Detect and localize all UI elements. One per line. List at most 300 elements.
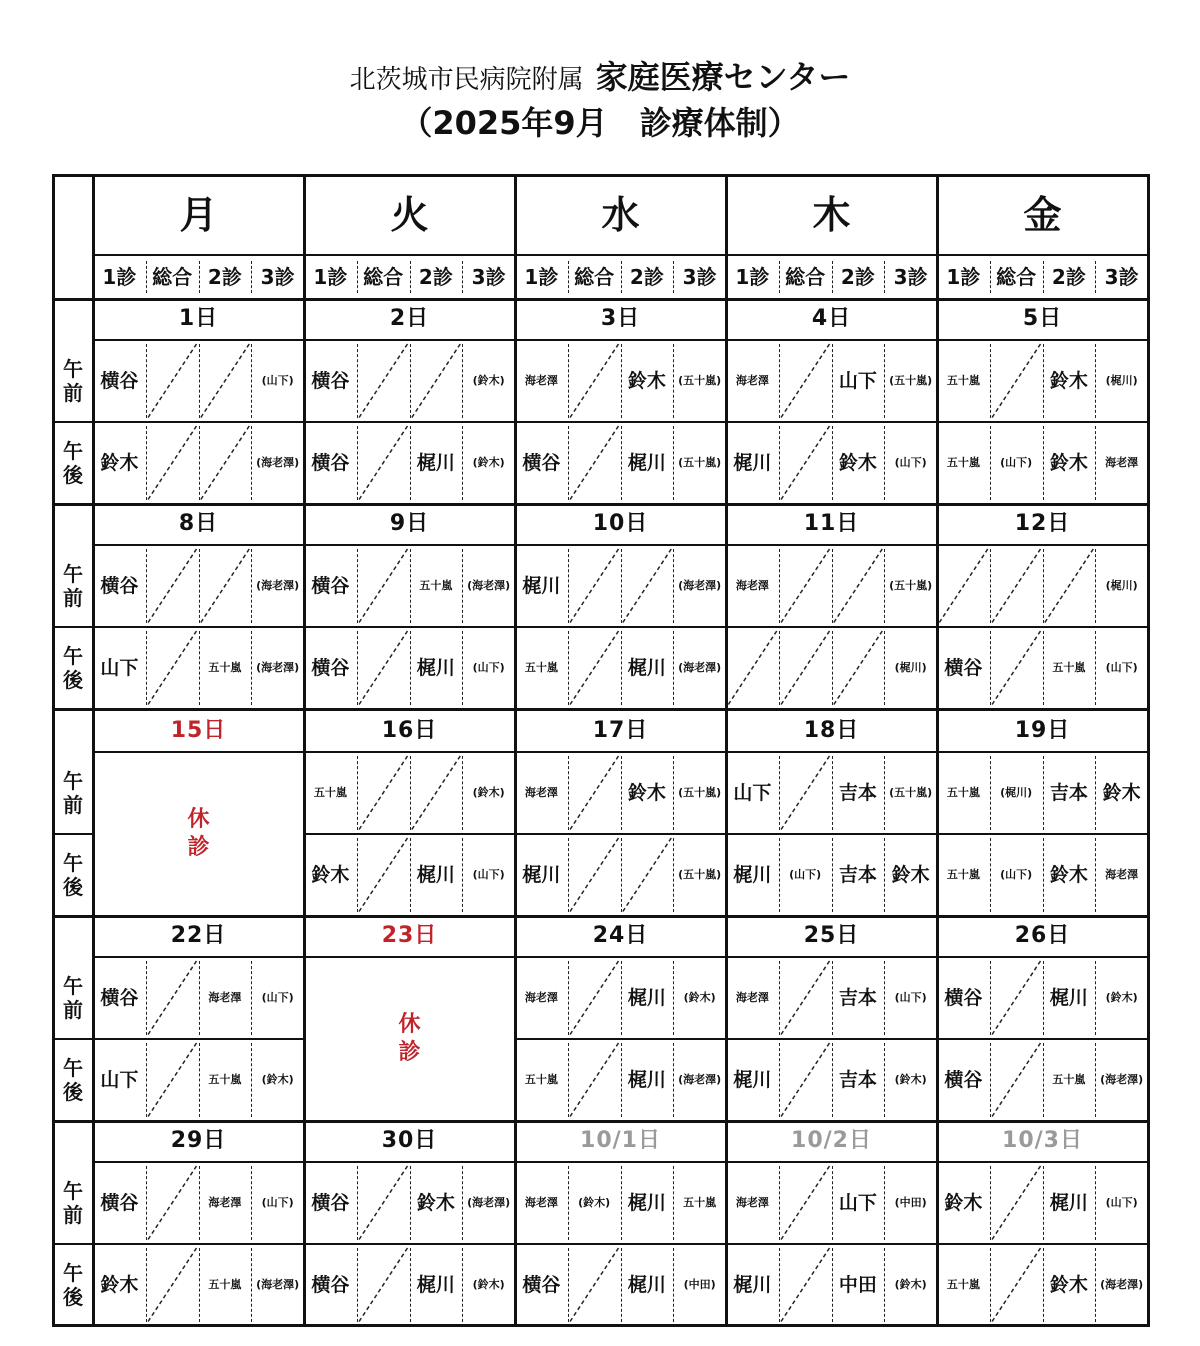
sub-column-header: 1診: [313, 265, 348, 289]
sub-column-divider: [779, 631, 780, 705]
empty-slot-slash: [570, 426, 619, 500]
empty-slot-slash: [781, 344, 830, 418]
sub-column-divider: [146, 1043, 147, 1117]
sub-column-header: 3診: [893, 265, 928, 289]
empty-slot-slash: [412, 756, 461, 830]
doctor-assignment: (鈴木): [1105, 991, 1138, 1004]
doctor-assignment: 海老澤: [208, 1196, 242, 1209]
closed-label: 休 診: [398, 1012, 421, 1065]
sub-column-divider: [410, 756, 411, 830]
doctor-assignment: 横谷: [311, 1274, 350, 1296]
doctor-assignment: (五十嵐): [889, 786, 933, 799]
empty-slot-slash: [992, 1248, 1041, 1322]
date-label: 8日: [178, 511, 219, 536]
half-day-divider: [53, 1243, 93, 1245]
sub-column-header: 3診: [260, 265, 295, 289]
sub-column-divider: [990, 961, 991, 1035]
sub-column-divider: [673, 261, 674, 293]
day-header-3: 木: [812, 193, 851, 237]
doctor-assignment: (鈴木): [683, 991, 716, 1004]
doctor-assignment: (海老澤): [256, 456, 300, 469]
doctor-assignment: 梶川: [733, 1069, 772, 1091]
empty-slot-slash: [148, 426, 197, 500]
date-label: 29日: [170, 1128, 227, 1153]
empty-slot-slash: [992, 1166, 1041, 1240]
sub-column-divider: [568, 426, 569, 500]
doctor-assignment: (山下): [472, 868, 505, 881]
sub-column-divider: [990, 631, 991, 705]
empty-slot-slash: [359, 1248, 408, 1322]
doctor-assignment: 鈴木: [891, 864, 930, 886]
doctor-assignment: 吉本: [838, 864, 877, 886]
am-label: 午 前: [63, 357, 83, 405]
doctor-assignment: 横谷: [944, 657, 983, 679]
empty-slot-slash: [1045, 549, 1094, 623]
doctor-assignment: 梶川: [416, 1274, 455, 1296]
sub-column-divider: [990, 261, 991, 293]
sub-column-divider: [410, 344, 411, 418]
sub-column-divider: [568, 961, 569, 1035]
doctor-assignment: 梶川: [1049, 987, 1088, 1009]
empty-slot-slash: [412, 344, 461, 418]
doctor-assignment: (山下): [261, 991, 294, 1004]
date-label: 15日: [170, 718, 227, 743]
empty-slot-slash: [992, 1043, 1041, 1117]
doctor-assignment: 横谷: [311, 657, 350, 679]
doctor-assignment: 海老澤: [735, 991, 769, 1004]
doctor-assignment: 海老澤: [524, 786, 558, 799]
sub-column-divider: [621, 549, 622, 623]
empty-slot-slash: [570, 756, 619, 830]
sub-column-divider: [990, 549, 991, 623]
sub-column-divider: [357, 261, 358, 293]
doctor-assignment: 梶川: [627, 1192, 666, 1214]
pm-label: 午 後: [63, 439, 83, 487]
doctor-assignment: 山下: [838, 1192, 877, 1214]
doctor-assignment: 五十嵐: [208, 661, 242, 674]
half-day-divider: [53, 1038, 93, 1040]
sub-column-divider: [568, 549, 569, 623]
empty-slot-slash: [992, 344, 1041, 418]
sub-column-divider: [621, 261, 622, 293]
doctor-assignment: 五十嵐: [946, 456, 980, 469]
date-label: 10/1日: [580, 1128, 661, 1153]
sub-column-header: 2診: [1051, 265, 1086, 289]
doctor-assignment: (梶川): [1000, 786, 1033, 799]
sub-column-divider: [199, 549, 200, 623]
doctor-assignment: 横谷: [311, 1192, 350, 1214]
sub-column-divider: [568, 261, 569, 293]
doctor-assignment: 梶川: [1049, 1192, 1088, 1214]
doctor-assignment: 中田: [838, 1274, 877, 1296]
doctor-assignment: (五十嵐): [889, 579, 933, 592]
doctor-assignment: (中田): [683, 1278, 716, 1291]
date-label: 22日: [170, 923, 227, 948]
doctor-assignment: 横谷: [100, 575, 139, 597]
sub-column-divider: [146, 261, 147, 293]
doctor-assignment: 吉本: [1049, 782, 1088, 804]
doctor-assignment: (山下): [894, 991, 927, 1004]
date-label: 16日: [381, 718, 438, 743]
sub-column-divider: [357, 549, 358, 623]
doctor-assignment: 鈴木: [627, 370, 666, 392]
sub-column-divider: [410, 261, 411, 293]
doctor-assignment: 梶川: [627, 1274, 666, 1296]
day-header-1: 火: [390, 193, 429, 237]
doctor-assignment: 横谷: [311, 370, 350, 392]
sub-column-divider: [832, 549, 833, 623]
sub-column-divider: [568, 344, 569, 418]
sub-column-divider: [568, 1248, 569, 1322]
doctor-assignment: 梶川: [416, 864, 455, 886]
sub-column-divider: [884, 261, 885, 293]
empty-slot-slash: [570, 1248, 619, 1322]
title-hospital: 北茨城市民病院附属: [349, 65, 584, 95]
empty-slot-slash: [359, 838, 408, 912]
date-label: 18日: [803, 718, 860, 743]
doctor-assignment: 海老澤: [208, 991, 242, 1004]
empty-slot-slash: [570, 631, 619, 705]
doctor-assignment: 横谷: [522, 452, 561, 474]
doctor-assignment: 横谷: [100, 987, 139, 1009]
empty-slot-slash: [570, 838, 619, 912]
doctor-assignment: (鈴木): [894, 1278, 927, 1291]
doctor-assignment: (海老澤): [1100, 1278, 1144, 1291]
empty-slot-slash: [359, 756, 408, 830]
doctor-assignment: (海老澤): [678, 1073, 722, 1086]
doctor-assignment: (山下): [789, 868, 822, 881]
doctor-assignment: (五十嵐): [678, 456, 722, 469]
sub-column-divider: [199, 426, 200, 500]
sub-column-divider: [146, 961, 147, 1035]
doctor-assignment: 五十嵐: [1052, 661, 1086, 674]
empty-slot-slash: [148, 1248, 197, 1322]
pm-label: 午 後: [63, 1261, 83, 1309]
sub-column-header: 総合: [996, 265, 1037, 289]
empty-slot-slash: [359, 1166, 408, 1240]
empty-slot-slash: [148, 344, 197, 418]
doctor-assignment: (山下): [1000, 868, 1033, 881]
date-label: 9日: [389, 511, 430, 536]
sub-column-header: 1診: [946, 265, 981, 289]
doctor-assignment: 梶川: [522, 575, 561, 597]
doctor-assignment: 山下: [838, 370, 877, 392]
doctor-assignment: (山下): [1105, 661, 1138, 674]
doctor-assignment: 海老澤: [735, 1196, 769, 1209]
sub-column-divider: [779, 261, 780, 293]
sub-column-divider: [990, 344, 991, 418]
sub-column-divider: [146, 549, 147, 623]
sub-column-divider: [832, 261, 833, 293]
doctor-assignment: 鈴木: [416, 1192, 455, 1214]
sub-column-divider: [779, 1166, 780, 1240]
half-day-divider: [53, 626, 93, 628]
doctor-assignment: 海老澤: [735, 374, 769, 387]
empty-slot-slash: [623, 838, 672, 912]
date-label: 5日: [1022, 306, 1063, 331]
sub-column-divider: [357, 1248, 358, 1322]
doctor-assignment: 梶川: [627, 657, 666, 679]
doctor-assignment: 海老澤: [524, 374, 558, 387]
doctor-assignment: 横谷: [311, 452, 350, 474]
sub-column-divider: [357, 756, 358, 830]
doctor-assignment: 五十嵐: [208, 1278, 242, 1291]
sub-column-divider: [568, 838, 569, 912]
doctor-assignment: 梶川: [627, 1069, 666, 1091]
day-header-4: 金: [1023, 193, 1062, 237]
doctor-assignment: 山下: [100, 657, 139, 679]
sub-column-divider: [251, 261, 252, 293]
sub-column-divider: [462, 261, 463, 293]
doctor-assignment: 海老澤: [524, 991, 558, 1004]
empty-slot-slash: [201, 549, 250, 623]
doctor-assignment: 五十嵐: [524, 661, 558, 674]
doctor-assignment: 横谷: [100, 370, 139, 392]
doctor-assignment: (山下): [1105, 1196, 1138, 1209]
doctor-assignment: (海老澤): [467, 579, 511, 592]
empty-slot-slash: [781, 631, 830, 705]
doctor-assignment: (山下): [894, 456, 927, 469]
pm-label: 午 後: [63, 851, 83, 899]
doctor-assignment: 山下: [100, 1069, 139, 1091]
sub-column-header: 総合: [574, 265, 615, 289]
doctor-assignment: 五十嵐: [419, 579, 453, 592]
doctor-assignment: (鈴木): [472, 1278, 505, 1291]
empty-slot-slash: [781, 549, 830, 623]
doctor-assignment: 鈴木: [1049, 864, 1088, 886]
sub-column-divider: [146, 1248, 147, 1322]
date-label: 4日: [811, 306, 852, 331]
sub-column-divider: [357, 344, 358, 418]
empty-slot-slash: [992, 961, 1041, 1035]
doctor-assignment: (梶川): [1105, 579, 1138, 592]
half-day-divider: [53, 421, 93, 423]
sub-column-header: 2診: [418, 265, 453, 289]
doctor-assignment: 鈴木: [100, 1274, 139, 1296]
sub-column-divider: [990, 1248, 991, 1322]
date-label: 19日: [1014, 718, 1071, 743]
sub-column-divider: [990, 1166, 991, 1240]
doctor-assignment: (山下): [472, 661, 505, 674]
doctor-assignment: (五十嵐): [678, 868, 722, 881]
sub-column-divider: [779, 961, 780, 1035]
doctor-assignment: 五十嵐: [946, 1278, 980, 1291]
doctor-assignment: (海老澤): [256, 661, 300, 674]
empty-slot-slash: [570, 344, 619, 418]
doctor-assignment: 横谷: [944, 987, 983, 1009]
sub-column-divider: [1095, 261, 1096, 293]
empty-slot-slash: [148, 631, 197, 705]
doctor-assignment: 五十嵐: [946, 786, 980, 799]
doctor-assignment: 五十嵐: [1052, 1073, 1086, 1086]
empty-slot-slash: [781, 756, 830, 830]
empty-slot-slash: [148, 1166, 197, 1240]
doctor-assignment: 横谷: [311, 575, 350, 597]
empty-slot-slash: [939, 549, 988, 623]
am-label: 午 前: [63, 562, 83, 610]
date-label: 30日: [381, 1128, 438, 1153]
sub-column-divider: [146, 344, 147, 418]
doctor-assignment: (海老澤): [256, 1278, 300, 1291]
doctor-assignment: (鈴木): [894, 1073, 927, 1086]
empty-slot-slash: [570, 1043, 619, 1117]
doctor-assignment: (鈴木): [472, 456, 505, 469]
doctor-assignment: 山下: [733, 782, 772, 804]
am-label: 午 前: [63, 974, 83, 1022]
doctor-assignment: 五十嵐: [683, 1196, 717, 1209]
doctor-assignment: 梶川: [733, 1274, 772, 1296]
doctor-assignment: 吉本: [838, 987, 877, 1009]
empty-slot-slash: [570, 961, 619, 1035]
sub-column-header: 2診: [207, 265, 242, 289]
sub-column-divider: [357, 426, 358, 500]
doctor-assignment: 吉本: [838, 1069, 877, 1091]
doctor-assignment: (海老澤): [467, 1196, 511, 1209]
doctor-assignment: 鈴木: [944, 1192, 983, 1214]
sub-column-divider: [568, 631, 569, 705]
empty-slot-slash: [148, 549, 197, 623]
doctor-assignment: (鈴木): [578, 1196, 611, 1209]
doctor-assignment: (五十嵐): [889, 374, 933, 387]
empty-slot-slash: [201, 344, 250, 418]
pm-label: 午 後: [63, 1056, 83, 1104]
sub-column-divider: [199, 344, 200, 418]
empty-slot-slash: [781, 426, 830, 500]
date-label: 10日: [592, 511, 649, 536]
sub-column-divider: [199, 261, 200, 293]
date-label: 26日: [1014, 923, 1071, 948]
day-header-0: 月: [179, 193, 218, 237]
empty-slot-slash: [781, 961, 830, 1035]
empty-slot-slash: [359, 344, 408, 418]
date-label: 23日: [381, 923, 438, 948]
doctor-assignment: 海老澤: [524, 1196, 558, 1209]
doctor-assignment: 五十嵐: [946, 374, 980, 387]
doctor-assignment: 梶川: [522, 864, 561, 886]
date-label: 10/3日: [1002, 1128, 1083, 1153]
date-label: 24日: [592, 923, 649, 948]
doctor-assignment: 鈴木: [1049, 370, 1088, 392]
doctor-assignment: 梶川: [627, 452, 666, 474]
doctor-assignment: (鈴木): [261, 1073, 294, 1086]
doctor-assignment: 鈴木: [1049, 452, 1088, 474]
empty-slot-slash: [623, 549, 672, 623]
doctor-assignment: 五十嵐: [313, 786, 347, 799]
empty-slot-slash: [728, 631, 777, 705]
sub-column-header: 2診: [840, 265, 875, 289]
empty-slot-slash: [781, 1166, 830, 1240]
doctor-assignment: (海老澤): [256, 579, 300, 592]
doctor-assignment: 海老澤: [1105, 868, 1139, 881]
doctor-assignment: 鈴木: [1049, 1274, 1088, 1296]
empty-slot-slash: [992, 549, 1041, 623]
empty-slot-slash: [781, 1248, 830, 1322]
doctor-assignment: 五十嵐: [208, 1073, 242, 1086]
sub-column-header: 1診: [524, 265, 559, 289]
sub-column-divider: [357, 1166, 358, 1240]
doctor-assignment: 梶川: [416, 657, 455, 679]
half-day-divider: [53, 833, 93, 835]
sub-column-divider: [146, 426, 147, 500]
doctor-assignment: (海老澤): [1100, 1073, 1144, 1086]
doctor-assignment: 梶川: [627, 987, 666, 1009]
sub-column-header: 総合: [152, 265, 193, 289]
sub-column-divider: [568, 1043, 569, 1117]
sub-column-divider: [779, 756, 780, 830]
doctor-assignment: 鈴木: [100, 452, 139, 474]
doctor-assignment: 吉本: [838, 782, 877, 804]
doctor-assignment: 海老澤: [735, 579, 769, 592]
empty-slot-slash: [359, 549, 408, 623]
doctor-assignment: (山下): [261, 374, 294, 387]
doctor-assignment: 鈴木: [838, 452, 877, 474]
sub-column-divider: [146, 631, 147, 705]
sub-column-divider: [990, 1043, 991, 1117]
empty-slot-slash: [781, 1043, 830, 1117]
sub-column-header: 3診: [682, 265, 717, 289]
date-label: 1日: [178, 306, 219, 331]
doctor-assignment: 五十嵐: [524, 1073, 558, 1086]
table-border-left: [52, 174, 55, 1327]
empty-slot-slash: [992, 631, 1041, 705]
sub-column-header: 総合: [363, 265, 404, 289]
empty-slot-slash: [570, 549, 619, 623]
title-center: 家庭医療センター: [595, 58, 851, 96]
doctor-assignment: (梶川): [1105, 374, 1138, 387]
doctor-assignment: (梶川): [894, 661, 927, 674]
sub-column-header: 1診: [102, 265, 137, 289]
doctor-assignment: 梶川: [416, 452, 455, 474]
doctor-assignment: (鈴木): [472, 786, 505, 799]
date-label: 2日: [389, 306, 430, 331]
date-label: 12日: [1014, 511, 1071, 536]
sub-column-divider: [357, 838, 358, 912]
sub-column-divider: [779, 1043, 780, 1117]
sub-column-header: 1診: [735, 265, 770, 289]
sub-column-header: 2診: [629, 265, 664, 289]
doctor-assignment: 横谷: [100, 1192, 139, 1214]
pm-label: 午 後: [63, 644, 83, 692]
doctor-assignment: 五十嵐: [946, 868, 980, 881]
sub-column-divider: [621, 838, 622, 912]
date-label: 25日: [803, 923, 860, 948]
sub-column-divider: [1043, 549, 1044, 623]
doctor-assignment: (五十嵐): [678, 374, 722, 387]
sub-column-divider: [1043, 261, 1044, 293]
sub-column-header: 3診: [471, 265, 506, 289]
doctor-assignment: 海老澤: [1105, 456, 1139, 469]
am-label: 午 前: [63, 1179, 83, 1227]
date-label: 10/2日: [791, 1128, 872, 1153]
sub-column-divider: [779, 344, 780, 418]
doctor-assignment: (五十嵐): [678, 786, 722, 799]
doctor-assignment: (海老澤): [678, 579, 722, 592]
doctor-assignment: (鈴木): [472, 374, 505, 387]
date-label: 3日: [600, 306, 641, 331]
doctor-assignment: 梶川: [733, 452, 772, 474]
sub-column-header: 3診: [1104, 265, 1139, 289]
empty-slot-slash: [148, 961, 197, 1035]
doctor-assignment: 鈴木: [311, 864, 350, 886]
sub-column-header: 総合: [785, 265, 826, 289]
doctor-assignment: (中田): [894, 1196, 927, 1209]
doctor-assignment: (海老澤): [678, 661, 722, 674]
date-label: 11日: [803, 511, 860, 536]
sub-column-divider: [832, 631, 833, 705]
empty-slot-slash: [834, 549, 883, 623]
sub-column-divider: [779, 426, 780, 500]
doctor-assignment: 鈴木: [627, 782, 666, 804]
